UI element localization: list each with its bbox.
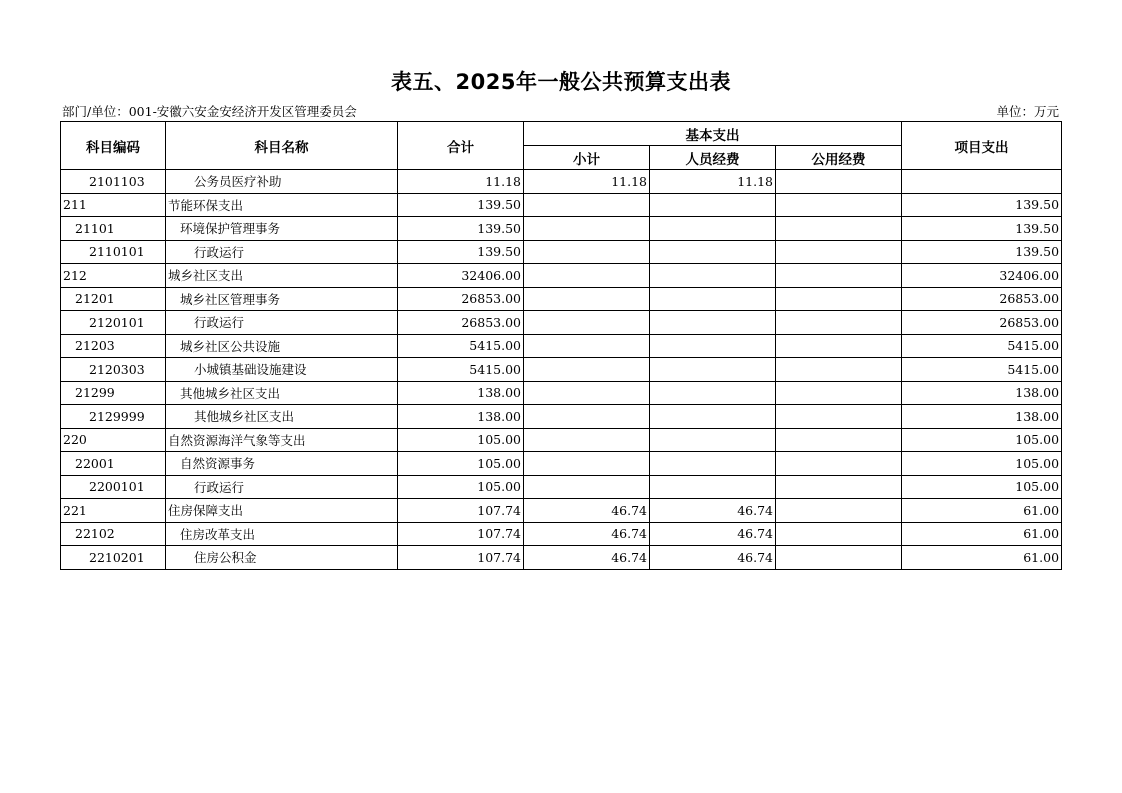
- cell-personnel: [650, 358, 776, 382]
- cell-personnel: [650, 405, 776, 429]
- table-row: [61, 499, 1062, 523]
- table-body: [61, 170, 1062, 570]
- cell-public: [776, 546, 902, 570]
- cell-total: 139.50: [398, 240, 524, 264]
- cell-subtotal: [524, 334, 650, 358]
- cell-personnel: 46.74: [650, 546, 776, 570]
- cell-total: 139.50: [398, 217, 524, 241]
- cell-subtotal: [524, 381, 650, 405]
- cell-code: 21201: [61, 287, 166, 311]
- cell-name: 住房改革支出: [166, 522, 398, 546]
- cell-total: 139.50: [398, 193, 524, 217]
- cell-subtotal: [524, 264, 650, 288]
- cell-project: 5415.00: [902, 334, 1062, 358]
- cell-subtotal: [524, 287, 650, 311]
- cell-project: [902, 170, 1062, 194]
- header-basic: 基本支出: [524, 122, 902, 146]
- cell-code: 2200101: [61, 475, 166, 499]
- cell-public: [776, 475, 902, 499]
- cell-name: 住房保障支出: [166, 499, 398, 523]
- cell-public: [776, 499, 902, 523]
- cell-subtotal: [524, 428, 650, 452]
- cell-project: 139.50: [902, 217, 1062, 241]
- cell-name: 自然资源事务: [166, 452, 398, 476]
- cell-personnel: [650, 240, 776, 264]
- cell-personnel: [650, 287, 776, 311]
- cell-personnel: [650, 381, 776, 405]
- cell-public: [776, 334, 902, 358]
- cell-project: 105.00: [902, 452, 1062, 476]
- cell-total: 26853.00: [398, 287, 524, 311]
- table-row: [61, 405, 1062, 429]
- cell-project: 61.00: [902, 499, 1062, 523]
- cell-total: 107.74: [398, 499, 524, 523]
- cell-personnel: [650, 475, 776, 499]
- cell-subtotal: [524, 311, 650, 335]
- cell-name: 住房公积金: [166, 546, 398, 570]
- header-total: 合计: [398, 122, 524, 170]
- cell-public: [776, 264, 902, 288]
- cell-name: 节能环保支出: [166, 193, 398, 217]
- cell-name: 行政运行: [166, 475, 398, 499]
- table-row: [61, 240, 1062, 264]
- cell-code: 2101103: [61, 170, 166, 194]
- table-row: [61, 546, 1062, 570]
- cell-code: 221: [61, 499, 166, 523]
- cell-personnel: [650, 264, 776, 288]
- cell-subtotal: 46.74: [524, 546, 650, 570]
- cell-code: 21101: [61, 217, 166, 241]
- cell-public: [776, 287, 902, 311]
- cell-public: [776, 240, 902, 264]
- cell-code: 21299: [61, 381, 166, 405]
- cell-name: 城乡社区管理事务: [166, 287, 398, 311]
- cell-public: [776, 193, 902, 217]
- table-row: [61, 217, 1062, 241]
- table-row: [61, 287, 1062, 311]
- table-row: [61, 428, 1062, 452]
- unit-label: 单位：万元: [996, 104, 1059, 119]
- cell-public: [776, 311, 902, 335]
- table-row: [61, 193, 1062, 217]
- cell-subtotal: [524, 358, 650, 382]
- page-title: 表五、2025年一般公共预算支出表: [391, 70, 731, 94]
- cell-subtotal: [524, 452, 650, 476]
- cell-subtotal: [524, 193, 650, 217]
- table-row: [61, 170, 1062, 194]
- cell-code: 2210201: [61, 546, 166, 570]
- cell-personnel: [650, 428, 776, 452]
- cell-code: 220: [61, 428, 166, 452]
- table-row: [61, 452, 1062, 476]
- header-subtotal: 小计: [524, 146, 650, 170]
- header-personnel: 人员经费: [650, 146, 776, 170]
- cell-project: 139.50: [902, 193, 1062, 217]
- table-row: [61, 358, 1062, 382]
- cell-code: 22102: [61, 522, 166, 546]
- cell-total: 5415.00: [398, 334, 524, 358]
- cell-public: [776, 217, 902, 241]
- header-name: 科目名称: [166, 122, 398, 170]
- header-code: 科目编码: [61, 122, 166, 170]
- cell-total: 5415.00: [398, 358, 524, 382]
- cell-subtotal: [524, 475, 650, 499]
- cell-project: 61.00: [902, 522, 1062, 546]
- cell-code: 21203: [61, 334, 166, 358]
- cell-project: 32406.00: [902, 264, 1062, 288]
- cell-name: 其他城乡社区支出: [166, 405, 398, 429]
- cell-project: 105.00: [902, 428, 1062, 452]
- cell-public: [776, 428, 902, 452]
- table-row: [61, 264, 1062, 288]
- cell-code: 212: [61, 264, 166, 288]
- cell-code: 2129999: [61, 405, 166, 429]
- cell-total: 105.00: [398, 452, 524, 476]
- department-label: 部门/单位：001-安徽六安金安经济开发区管理委员会: [62, 104, 357, 119]
- cell-name: 环境保护管理事务: [166, 217, 398, 241]
- cell-personnel: 46.74: [650, 522, 776, 546]
- cell-code: 211: [61, 193, 166, 217]
- cell-code: 22001: [61, 452, 166, 476]
- table-row: [61, 311, 1062, 335]
- cell-public: [776, 522, 902, 546]
- cell-project: 26853.00: [902, 311, 1062, 335]
- cell-project: 138.00: [902, 405, 1062, 429]
- cell-name: 城乡社区公共设施: [166, 334, 398, 358]
- cell-total: 107.74: [398, 522, 524, 546]
- cell-public: [776, 358, 902, 382]
- cell-total: 105.00: [398, 475, 524, 499]
- table-row: [61, 334, 1062, 358]
- budget-table: [60, 121, 1062, 570]
- cell-personnel: [650, 452, 776, 476]
- cell-name: 行政运行: [166, 240, 398, 264]
- cell-project: 138.00: [902, 381, 1062, 405]
- cell-name: 公务员医疗补助: [166, 170, 398, 194]
- cell-project: 61.00: [902, 546, 1062, 570]
- cell-subtotal: [524, 240, 650, 264]
- cell-personnel: 46.74: [650, 499, 776, 523]
- cell-public: [776, 452, 902, 476]
- cell-personnel: [650, 217, 776, 241]
- header-public: 公用经费: [776, 146, 902, 170]
- cell-subtotal: 46.74: [524, 522, 650, 546]
- cell-personnel: [650, 311, 776, 335]
- cell-subtotal: [524, 217, 650, 241]
- cell-total: 32406.00: [398, 264, 524, 288]
- header-project: 项目支出: [902, 122, 1062, 170]
- cell-subtotal: [524, 405, 650, 429]
- cell-code: 2120101: [61, 311, 166, 335]
- cell-code: 2110101: [61, 240, 166, 264]
- cell-total: 138.00: [398, 381, 524, 405]
- cell-project: 5415.00: [902, 358, 1062, 382]
- cell-total: 105.00: [398, 428, 524, 452]
- cell-public: [776, 170, 902, 194]
- cell-public: [776, 381, 902, 405]
- cell-subtotal: 46.74: [524, 499, 650, 523]
- cell-name: 城乡社区支出: [166, 264, 398, 288]
- cell-code: 2120303: [61, 358, 166, 382]
- cell-name: 行政运行: [166, 311, 398, 335]
- cell-name: 自然资源海洋气象等支出: [166, 428, 398, 452]
- cell-total: 138.00: [398, 405, 524, 429]
- cell-project: 139.50: [902, 240, 1062, 264]
- cell-personnel: [650, 193, 776, 217]
- cell-personnel: 11.18: [650, 170, 776, 194]
- cell-total: 26853.00: [398, 311, 524, 335]
- table-row: [61, 475, 1062, 499]
- cell-name: 其他城乡社区支出: [166, 381, 398, 405]
- cell-project: 26853.00: [902, 287, 1062, 311]
- cell-project: 105.00: [902, 475, 1062, 499]
- cell-name: 小城镇基础设施建设: [166, 358, 398, 382]
- cell-total: 11.18: [398, 170, 524, 194]
- cell-personnel: [650, 334, 776, 358]
- cell-subtotal: 11.18: [524, 170, 650, 194]
- table-row: [61, 522, 1062, 546]
- cell-public: [776, 405, 902, 429]
- cell-total: 107.74: [398, 546, 524, 570]
- table-row: [61, 381, 1062, 405]
